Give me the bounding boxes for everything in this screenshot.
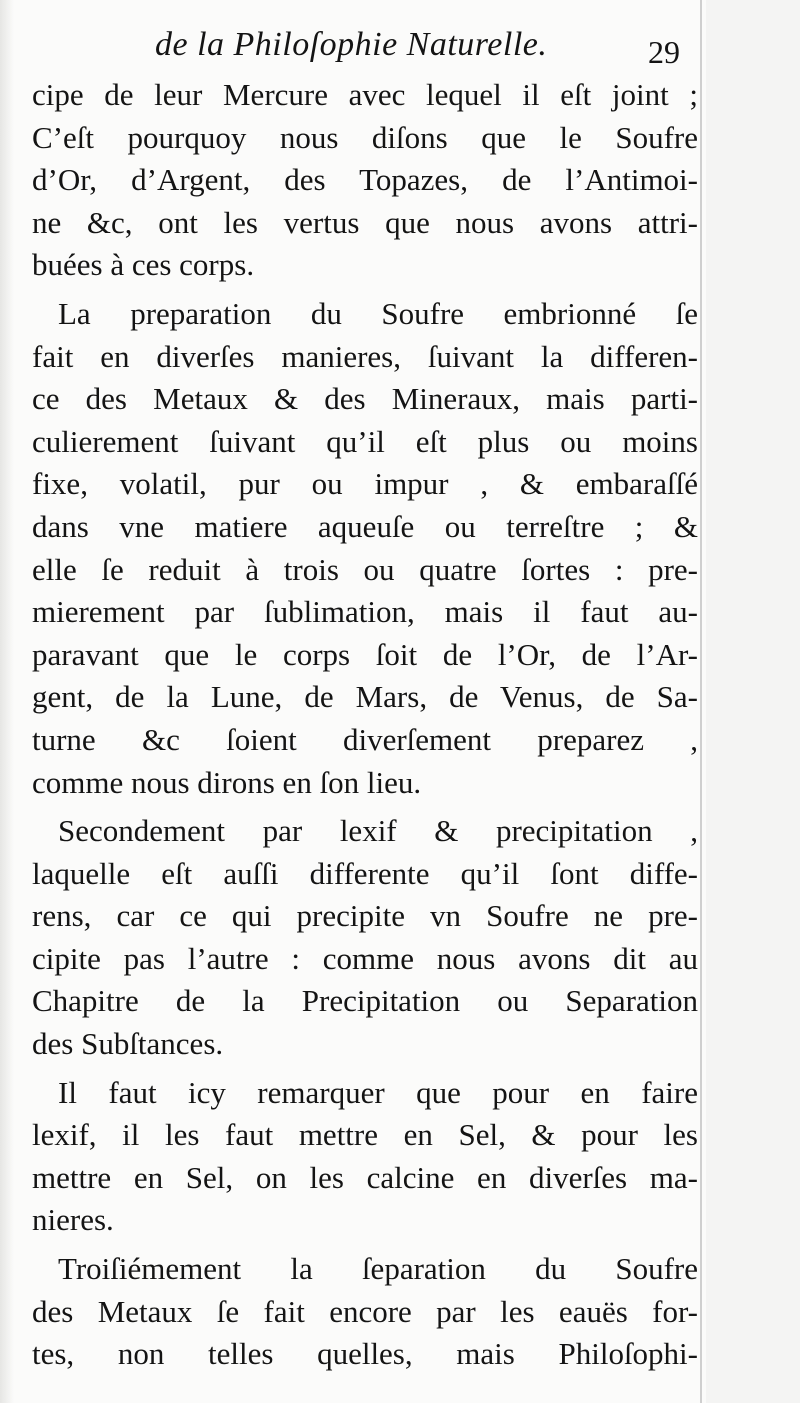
text-line: Chapitre de la Precipitation ou Separation [32,983,698,1019]
text-line: nieres. [32,1202,114,1238]
page-header [0,18,700,78]
text-line: fait en diverſes manieres, ſuivant la differen- [32,338,698,374]
text-line: Troiſiémement la ſeparation du Soufre [58,1251,698,1287]
text-line: paravant que le corps ſoit de l’Or, de l’Ar- [32,636,698,672]
text-line: fixe, volatil, pur ou impur , & embaraſſé [32,466,698,502]
text-line: d’Or, d’Argent, des Topazes, de l’Antimoi- [32,162,698,198]
page-margin-right [706,0,800,1403]
text-line: mettre en Sel, on les calcine en diverſes ma- [32,1159,698,1195]
text-line: lexif, il les faut mettre en Sel, & pour les [32,1117,698,1153]
page-edge-line [700,0,702,1403]
text-line: gent, de la Lune, de Mars, de Venus, de Sa- [32,679,698,715]
text-line: des Subſtances. [32,1026,224,1062]
page-number: 29 [648,34,680,70]
text-line: Secondement par lexif & precipitation , [58,813,698,849]
text-line: cipite pas l’autre : comme nous avons dit au [32,940,698,976]
text-line: mierement par ſublimation, mais il faut au- [32,594,698,630]
page-gutter-shadow [0,0,14,1403]
text-line: turne &c ſoient diverſement preparez , [32,721,698,757]
text-line: elle ſe reduit à trois ou quatre ſortes : pre- [32,551,698,587]
text-line: culierement ſuivant qu’il eſt plus ou moins [32,423,698,459]
text-line: rens, car ce qui precipite vn Soufre ne pre- [32,898,698,934]
text-line: C’eſt pourquoy nous diſons que le Soufre [32,119,698,155]
text-line: ce des Metaux & des Mineraux, mais parti- [32,381,698,417]
text-line: La preparation du Soufre embrionné ſe [58,295,698,331]
text-line: ne &c, ont les vertus que nous avons attri- [32,204,698,240]
text-line: buées à ces corps. [32,247,255,283]
text-line: tes, non telles quelles, mais Philoſophi- [32,1336,698,1372]
text-line: cipe de leur Mercure avec lequel il eſt joint ; [32,77,698,112]
running-title: de la Philoſophie Naturelle. [155,26,548,63]
text-line: des Metaux ſe fait encore par les eauës for- [32,1293,698,1329]
body-text [32,74,698,1376]
text-line: comme nous dirons en ſon lieu. [32,764,422,800]
text-line: Il faut icy remarquer que pour en faire [58,1074,698,1110]
text-line: dans vne matiere aqueuſe ou terreſtre ; & [32,508,698,544]
text-line: laquelle eſt auſſi differente qu’il ſont diffe- [32,855,698,891]
